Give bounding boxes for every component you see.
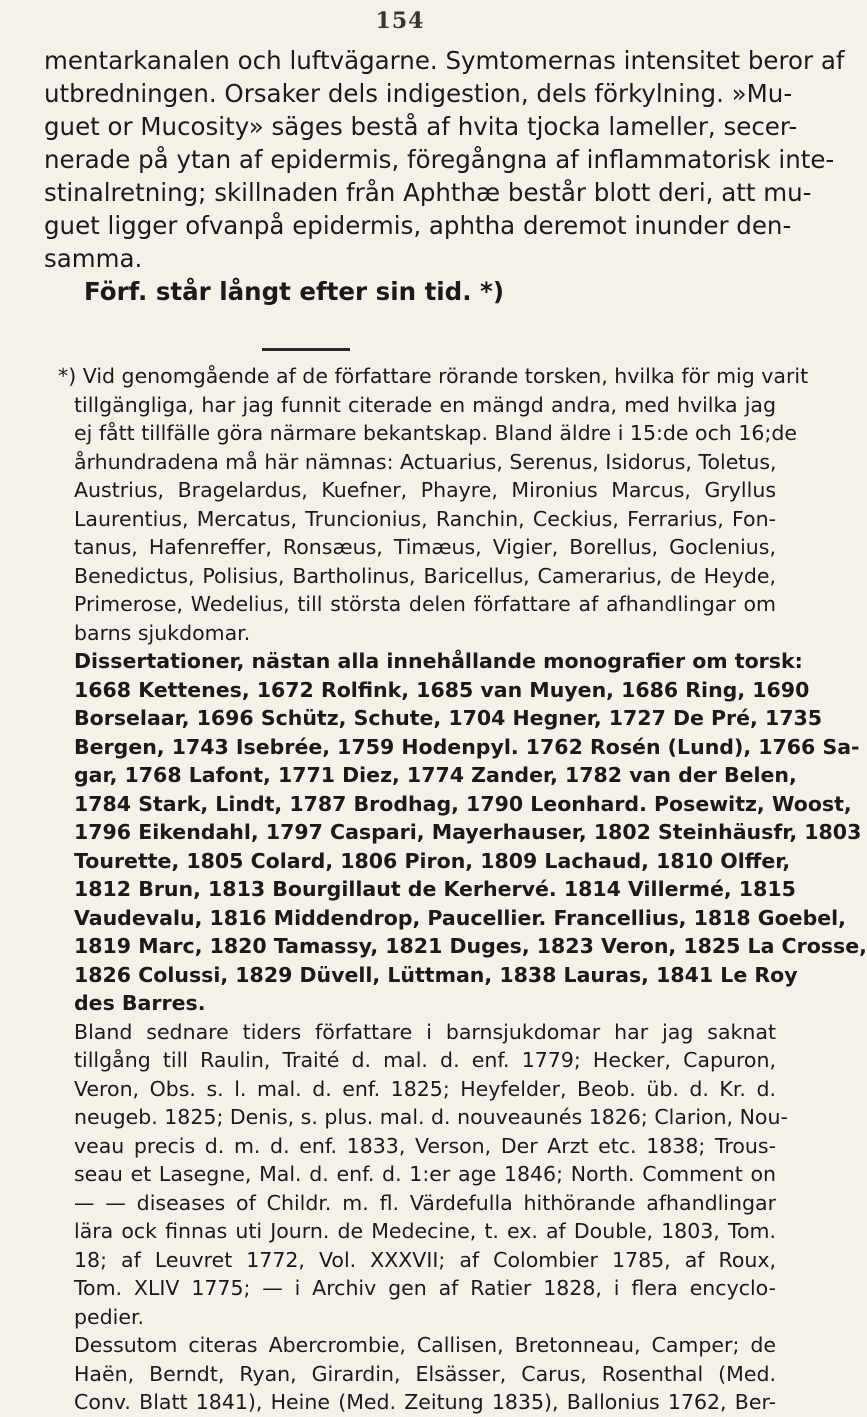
main-line: utbredningen. Orsaker dels indigestion, dels förkylning. »Mu- xyxy=(44,79,793,108)
main-line: guet or Mucosity» säges bestå af hvita tjocka lameller, secer- xyxy=(44,112,798,141)
footnote-line: 1784 Stark, Lindt, 1787 Brodhag, 1790 Leonhard. Posewitz, Woost, xyxy=(74,791,852,816)
footnote-line: Primerose, Wedelius, till största delen författare af afhandlingar om xyxy=(74,592,776,616)
footnote-line: 1796 Eikendahl, 1797 Caspari, Mayerhauser, 1802 Steinhäusfr, 1803 xyxy=(74,820,862,844)
main-line: stinalretning; skillnaden från Aphthæ består blott deri, att mu- xyxy=(44,178,812,207)
footnote-line: pedier. xyxy=(74,1304,145,1329)
author-remark: Förf. står långt efter sin tid. *) xyxy=(84,277,505,306)
footnote-line: tanus, Hafenreffer, Ronsæus, Timæus, Vigier, Borellus, Goclenius, xyxy=(74,535,776,559)
footnote-line: barns sjukdomar. xyxy=(74,620,251,645)
footnote-line: Conv. Blatt 1841), Heine (Med. Zeitung 1835), Ballonius 1762, Ber- xyxy=(74,1390,776,1414)
footnote-line: Dissertationer, nästan alla innehållande monografier om torsk: xyxy=(74,649,803,673)
footnote-line: des Barres. xyxy=(74,991,206,1015)
footnote-line: Bland sednare tiders författare i barnsjukdomar har jag saknat xyxy=(74,1019,776,1044)
footnote-line: 1819 Marc, 1820 Tamassy, 1821 Duges, 1823 Veron, 1825 La Crosse, xyxy=(74,934,867,958)
footnote-line: århundradena må här nämnas: Actuarius, Serenus, Isidorus, Toletus, xyxy=(74,449,777,474)
footnote xyxy=(44,362,867,1417)
footnote-line: Tom. XLIV 1775; — i Archiv gen af Ratier 1828, i flera encyclo- xyxy=(74,1276,776,1300)
footnote-line: 18; af Leuvret 1772, Vol. XXXVII; af Colombier 1785, af Roux, xyxy=(74,1247,776,1272)
footnote-line: Vaudevalu, 1816 Middendrop, Paucellier. Francellius, 1818 Goebel, xyxy=(74,905,846,930)
footnote-line: *) Vid genomgående af de författare rörande torsken, hvilka för mig varit xyxy=(58,364,809,388)
footnote-line: tillgång till Raulin, Traité d. mal. d. enf. 1779; Hecker, Capuron, xyxy=(74,1048,776,1072)
footnote-line: tillgängliga, har jag funnit citerade en mängd andra, med hvilka jag xyxy=(74,392,776,417)
footnote-line: Borselaar, 1696 Schütz, Schute, 1704 Hegner, 1727 De Pré, 1735 xyxy=(74,706,823,730)
footnote-line: seau et Lasegne, Mal. d. enf. d. 1:er age 1846; North. Comment on xyxy=(74,1162,776,1186)
footnote-line: Haën, Berndt, Ryan, Girardin, Elsässer, Carus, Rosenthal (Med. xyxy=(74,1361,776,1386)
footnote-line: veau precis d. m. d. enf. 1833, Verson, Der Arzt etc. 1838; Trous- xyxy=(74,1133,776,1158)
main-line: samma. xyxy=(44,244,143,273)
main-line: guet ligger ofvanpå epidermis, aphtha deremot inunder den- xyxy=(44,211,792,240)
main-line: mentarkanalen och luftvägarne. Symtomernas intensitet beror af xyxy=(44,46,845,75)
main-line: nerade på ytan af epidermis, föregångna af inflammatorisk inte- xyxy=(44,145,835,174)
footnote-line: 1826 Colussi, 1829 Düvell, Lüttman, 1838 Lauras, 1841 Le Roy xyxy=(74,962,798,987)
footnote-divider xyxy=(262,348,350,351)
footnote-line: gar, 1768 Lafont, 1771 Diez, 1774 Zander, 1782 van der Belen, xyxy=(74,763,797,787)
footnote-line: Austrius, Bragelardus, Kuefner, Phayre, Mironius Marcus, Gryllus xyxy=(74,478,776,502)
footnote-line: lära ock finnas uti Journ. de Medecine, t. ex. af Double, 1803, Tom. xyxy=(74,1219,776,1243)
footnote-line: Bergen, 1743 Isebrée, 1759 Hodenpyl. 1762 Rosén (Lund), 1766 Sa- xyxy=(74,734,860,759)
footnote-line: Veron, Obs. s. l. mal. d. enf. 1825; Heyfelder, Beob. üb. d. Kr. d. xyxy=(74,1076,776,1101)
footnote-line: neugeb. 1825; Denis, s. plus. mal. d. nouveaunés 1826; Clarion, Nou- xyxy=(74,1105,788,1129)
footnote-line: 1812 Brun, 1813 Bourgillaut de Kerhervé. 1814 Villermé, 1815 xyxy=(74,877,796,901)
footnote-line: Dessutom citeras Abercrombie, Callisen, Bretonneau, Camper; de xyxy=(74,1333,776,1357)
footnote-line: — — diseases of Childr. m. fl. Värdefulla hithörande afhandlingar xyxy=(74,1190,776,1215)
footnote-line: Laurentius, Mercatus, Truncionius, Ranchin, Ceckius, Ferrarius, Fon- xyxy=(74,506,776,531)
footnote-line: ej fått tillfälle göra närmare bekantskap. Bland äldre i 15:de och 16;de xyxy=(74,421,797,445)
main-paragraph xyxy=(44,44,845,308)
page-number: 154 xyxy=(375,8,425,34)
footnote-line: Benedictus, Polisius, Bartholinus, Baricellus, Camerarius, de Heyde, xyxy=(74,563,776,588)
footnote-line: 1668 Kettenes, 1672 Rolfink, 1685 van Muyen, 1686 Ring, 1690 xyxy=(74,677,810,702)
footnote-line: Tourette, 1805 Colard, 1806 Piron, 1809 Lachaud, 1810 Olffer, xyxy=(74,848,791,873)
